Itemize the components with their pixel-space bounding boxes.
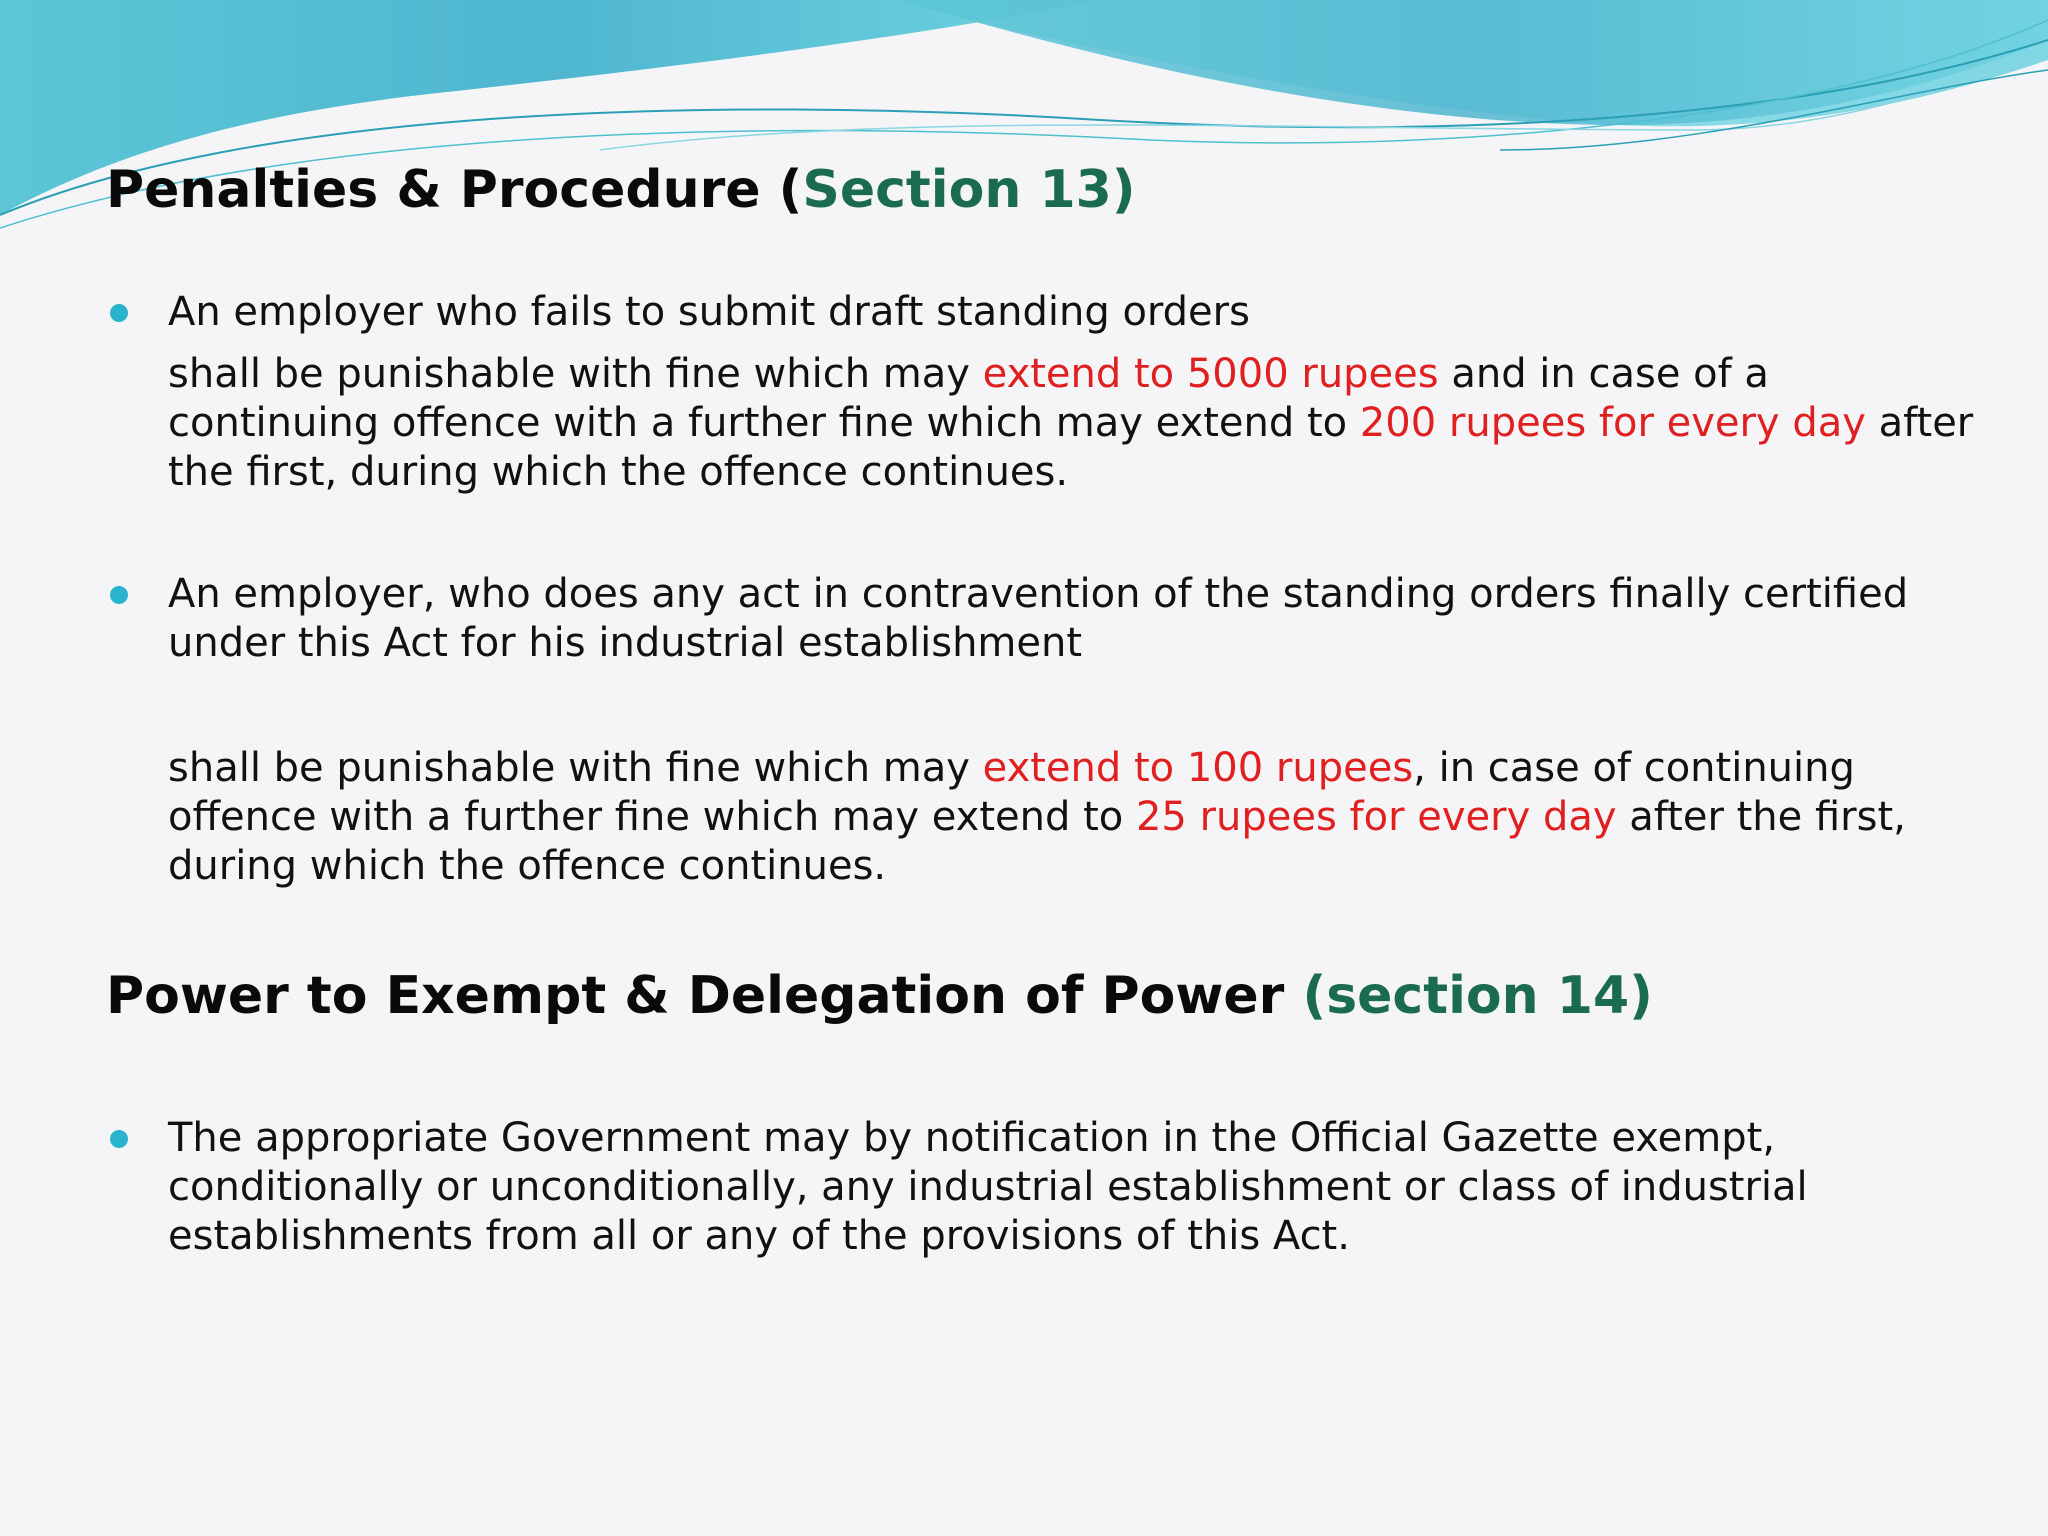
bullet-text: An employer who fails to submit draft standing orders [168, 289, 1250, 335]
text-run: after the first, during which the offence continues. [168, 794, 1906, 889]
penalty-paragraph [168, 744, 1988, 891]
section-label: Section 13) [802, 160, 1136, 220]
text-run: shall be punishable with fine which may [168, 351, 983, 397]
highlight-daily-fine: 25 rupees for every day [1135, 794, 1617, 840]
heading-power-to-exempt [106, 968, 1653, 1025]
bullet-dot [110, 1130, 128, 1148]
highlight-daily-fine: 200 rupees for every day [1359, 400, 1866, 446]
highlight-fine: extend to 100 rupees [982, 745, 1414, 791]
heading-title: Penalties & Procedure ( [106, 160, 803, 220]
text-run: after the first, during which the offence continues. [168, 400, 1974, 495]
bullet-text: An employer, who does any act in contravention of the standing orders finally certified under this Act for his industrial establishment [168, 571, 1909, 666]
bullet-dot [110, 586, 128, 604]
penalty-paragraph [168, 350, 1988, 497]
heading-title: Power to Exempt & Delegation of Power [106, 966, 1303, 1026]
text-run: and in case of a continuing offence with a further fine which may extend to [168, 351, 1769, 446]
text-run: shall be punishable with fine which may [168, 745, 983, 791]
text-run: , in case of continuing offence with a further fine which may extend to [168, 745, 1855, 840]
bullet-text: The appropriate Government may by notification in the Official Gazette exempt, conditionally or unconditionally, any industrial establishment or class of industrial establishments from all or any of the provisions of this Act. [168, 1115, 1808, 1259]
highlight-fine: extend to 5000 rupees [982, 351, 1439, 397]
heading-penalties-procedure [106, 162, 1136, 219]
bullet-dot [110, 304, 128, 322]
section-label: (section 14) [1302, 966, 1653, 1026]
